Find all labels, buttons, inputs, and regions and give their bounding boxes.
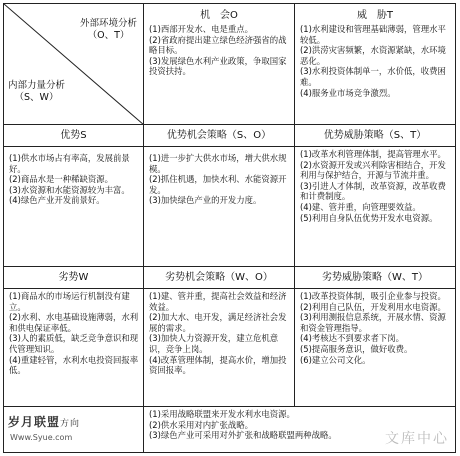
direction-cell — [144, 407, 455, 452]
wt-strategy-header: 劣势威胁策略（W、T） — [295, 267, 455, 289]
list-item: (1)供水市场占有率高，发展前景好。 — [9, 153, 130, 174]
threat-column — [295, 4, 455, 125]
watermark-logo: 岁月联盟方向 — [8, 415, 81, 429]
strengths-header: 优势S — [4, 125, 144, 147]
direction-label: 方向 — [60, 419, 81, 429]
list-item: (5)利用自身队伍优势开发水电资源。 — [300, 212, 438, 223]
list-item: (3)引进人才体制，改革资源，改革收费和计费制度。 — [300, 180, 446, 202]
list-item: (1)商品水的市场运行机制没有建立。 — [9, 291, 130, 312]
strengths-cell — [4, 147, 144, 267]
list-item: (2)水资源开发或兴利除害相结合，开发利用与保护结合，开源与节流并重。 — [300, 159, 446, 181]
strengths-list — [4, 147, 143, 206]
list-item: (4)建、管并重，向管理要效益。 — [300, 201, 421, 212]
list-item: (4)改革管理体制，提高水价，增加投资回报率。 — [149, 354, 287, 376]
st-strategy-list — [295, 147, 455, 223]
wt-strategy-list — [295, 289, 455, 365]
internal-analysis-label — [8, 80, 65, 104]
list-item: (1)西部开发水、电是重点。 — [149, 24, 253, 34]
list-item: (2)利用自己队伍，开发利用水电资源。 — [300, 301, 446, 312]
corner-header-cell — [4, 4, 144, 125]
list-item: (4)绿色产业开发前景好。 — [9, 195, 105, 206]
opportunity-list — [144, 22, 294, 77]
list-item: (1)改革投资体制，吸引企业参与投资。 — [300, 291, 446, 301]
list-item: (1)建、管并重，提高社会效益和经济效益。 — [149, 291, 287, 312]
list-item: (3)绿色产业可采用对外扩张和战略联盟两种战略。 — [149, 430, 337, 441]
direction-header-cell — [4, 407, 144, 452]
list-item: (4)重建轻管，水利水电投资回报率低。 — [9, 354, 139, 376]
weaknesses-list — [4, 289, 143, 376]
internal-analysis-title: 内部力量分析 — [8, 80, 66, 91]
list-item: (1)改革水利管理体制，提高管理水平。 — [300, 149, 446, 159]
weaknesses-header: 劣势W — [4, 267, 144, 289]
list-item: (1)采用战略联盟来开发水利水电资源。 — [149, 409, 295, 419]
list-item: (1)水利建设和管理基础薄弱，管理水平较低。 — [300, 24, 446, 45]
list-item: (3)人的素质低，缺乏竞争意识和现代管理知识。 — [9, 333, 139, 354]
list-item: (2)省政府提出建立绿色经济强省的战略目标。 — [149, 34, 287, 56]
list-item: (3)加快绿色产业的开发力度。 — [149, 195, 262, 206]
list-item: (3)水利投资体制单一，水价低，收费困难。 — [300, 66, 446, 87]
wt-strategy-cell — [295, 289, 455, 407]
wo-strategy-list — [144, 289, 294, 376]
opportunity-column — [144, 4, 295, 125]
list-item: (6)建立公司文化。 — [300, 354, 371, 365]
list-item: (2)洪涝灾害频繁，水资源紧缺，水环境恶化。 — [300, 45, 446, 66]
external-analysis-title: 外部环境分析 — [79, 18, 137, 29]
watermark-text: 文库中心 — [385, 431, 449, 447]
swot-matrix-table — [3, 3, 456, 453]
list-item: (3)加快人力资源开发，建立危机意识，竞争上岗。 — [149, 333, 279, 354]
threat-list — [295, 22, 455, 98]
list-item: (5)提高服务意识，做好收费。 — [300, 343, 413, 354]
list-item: (2)加大水、电开发，满足经济社会发展的需求。 — [149, 312, 287, 333]
st-strategy-header: 优势威胁策略（S、T） — [295, 125, 455, 147]
external-analysis-sub: （O、T） — [87, 30, 130, 41]
wo-strategy-cell — [144, 289, 295, 407]
threat-header: 威 胁T — [356, 10, 394, 21]
opportunity-header: 机 会O — [200, 10, 238, 21]
list-item: (3)发展绿色水利产业政策，争取国家投资扶持。 — [149, 55, 287, 77]
list-item: (3)水资源和水能资源较为丰富。 — [9, 184, 130, 195]
internal-analysis-sub: （S、W） — [14, 92, 59, 103]
wo-strategy-header: 劣势机会策略（W、O） — [144, 267, 295, 289]
list-item: (4)服务业市场竞争激烈。 — [300, 87, 396, 98]
list-item: (3)利用测报信息系统，开展水情、资源和资金管理指导。 — [300, 312, 446, 333]
so-strategy-cell — [144, 147, 295, 267]
list-item: (2)水利、水电基础设施薄弱，水利和供电保证率低。 — [9, 312, 139, 333]
st-strategy-cell — [295, 147, 455, 267]
list-item: (4)考核达不到要求者下岗。 — [300, 333, 404, 344]
list-item: (2)商品水是一种稀缺资源。 — [9, 174, 113, 185]
list-item: (2)抓住机遇，加快水利、水能资源开发。 — [149, 174, 287, 195]
list-item: (1)进一步扩大供水市场，增大供水规模。 — [149, 153, 287, 174]
weaknesses-cell — [4, 289, 144, 407]
external-analysis-label — [80, 18, 137, 42]
so-strategy-list — [144, 147, 294, 206]
list-item: (2)供水采用对内扩张战略。 — [149, 419, 253, 430]
watermark-url: Www.Syue.com — [10, 433, 73, 442]
so-strategy-header: 优势机会策略（S、O） — [144, 125, 295, 147]
